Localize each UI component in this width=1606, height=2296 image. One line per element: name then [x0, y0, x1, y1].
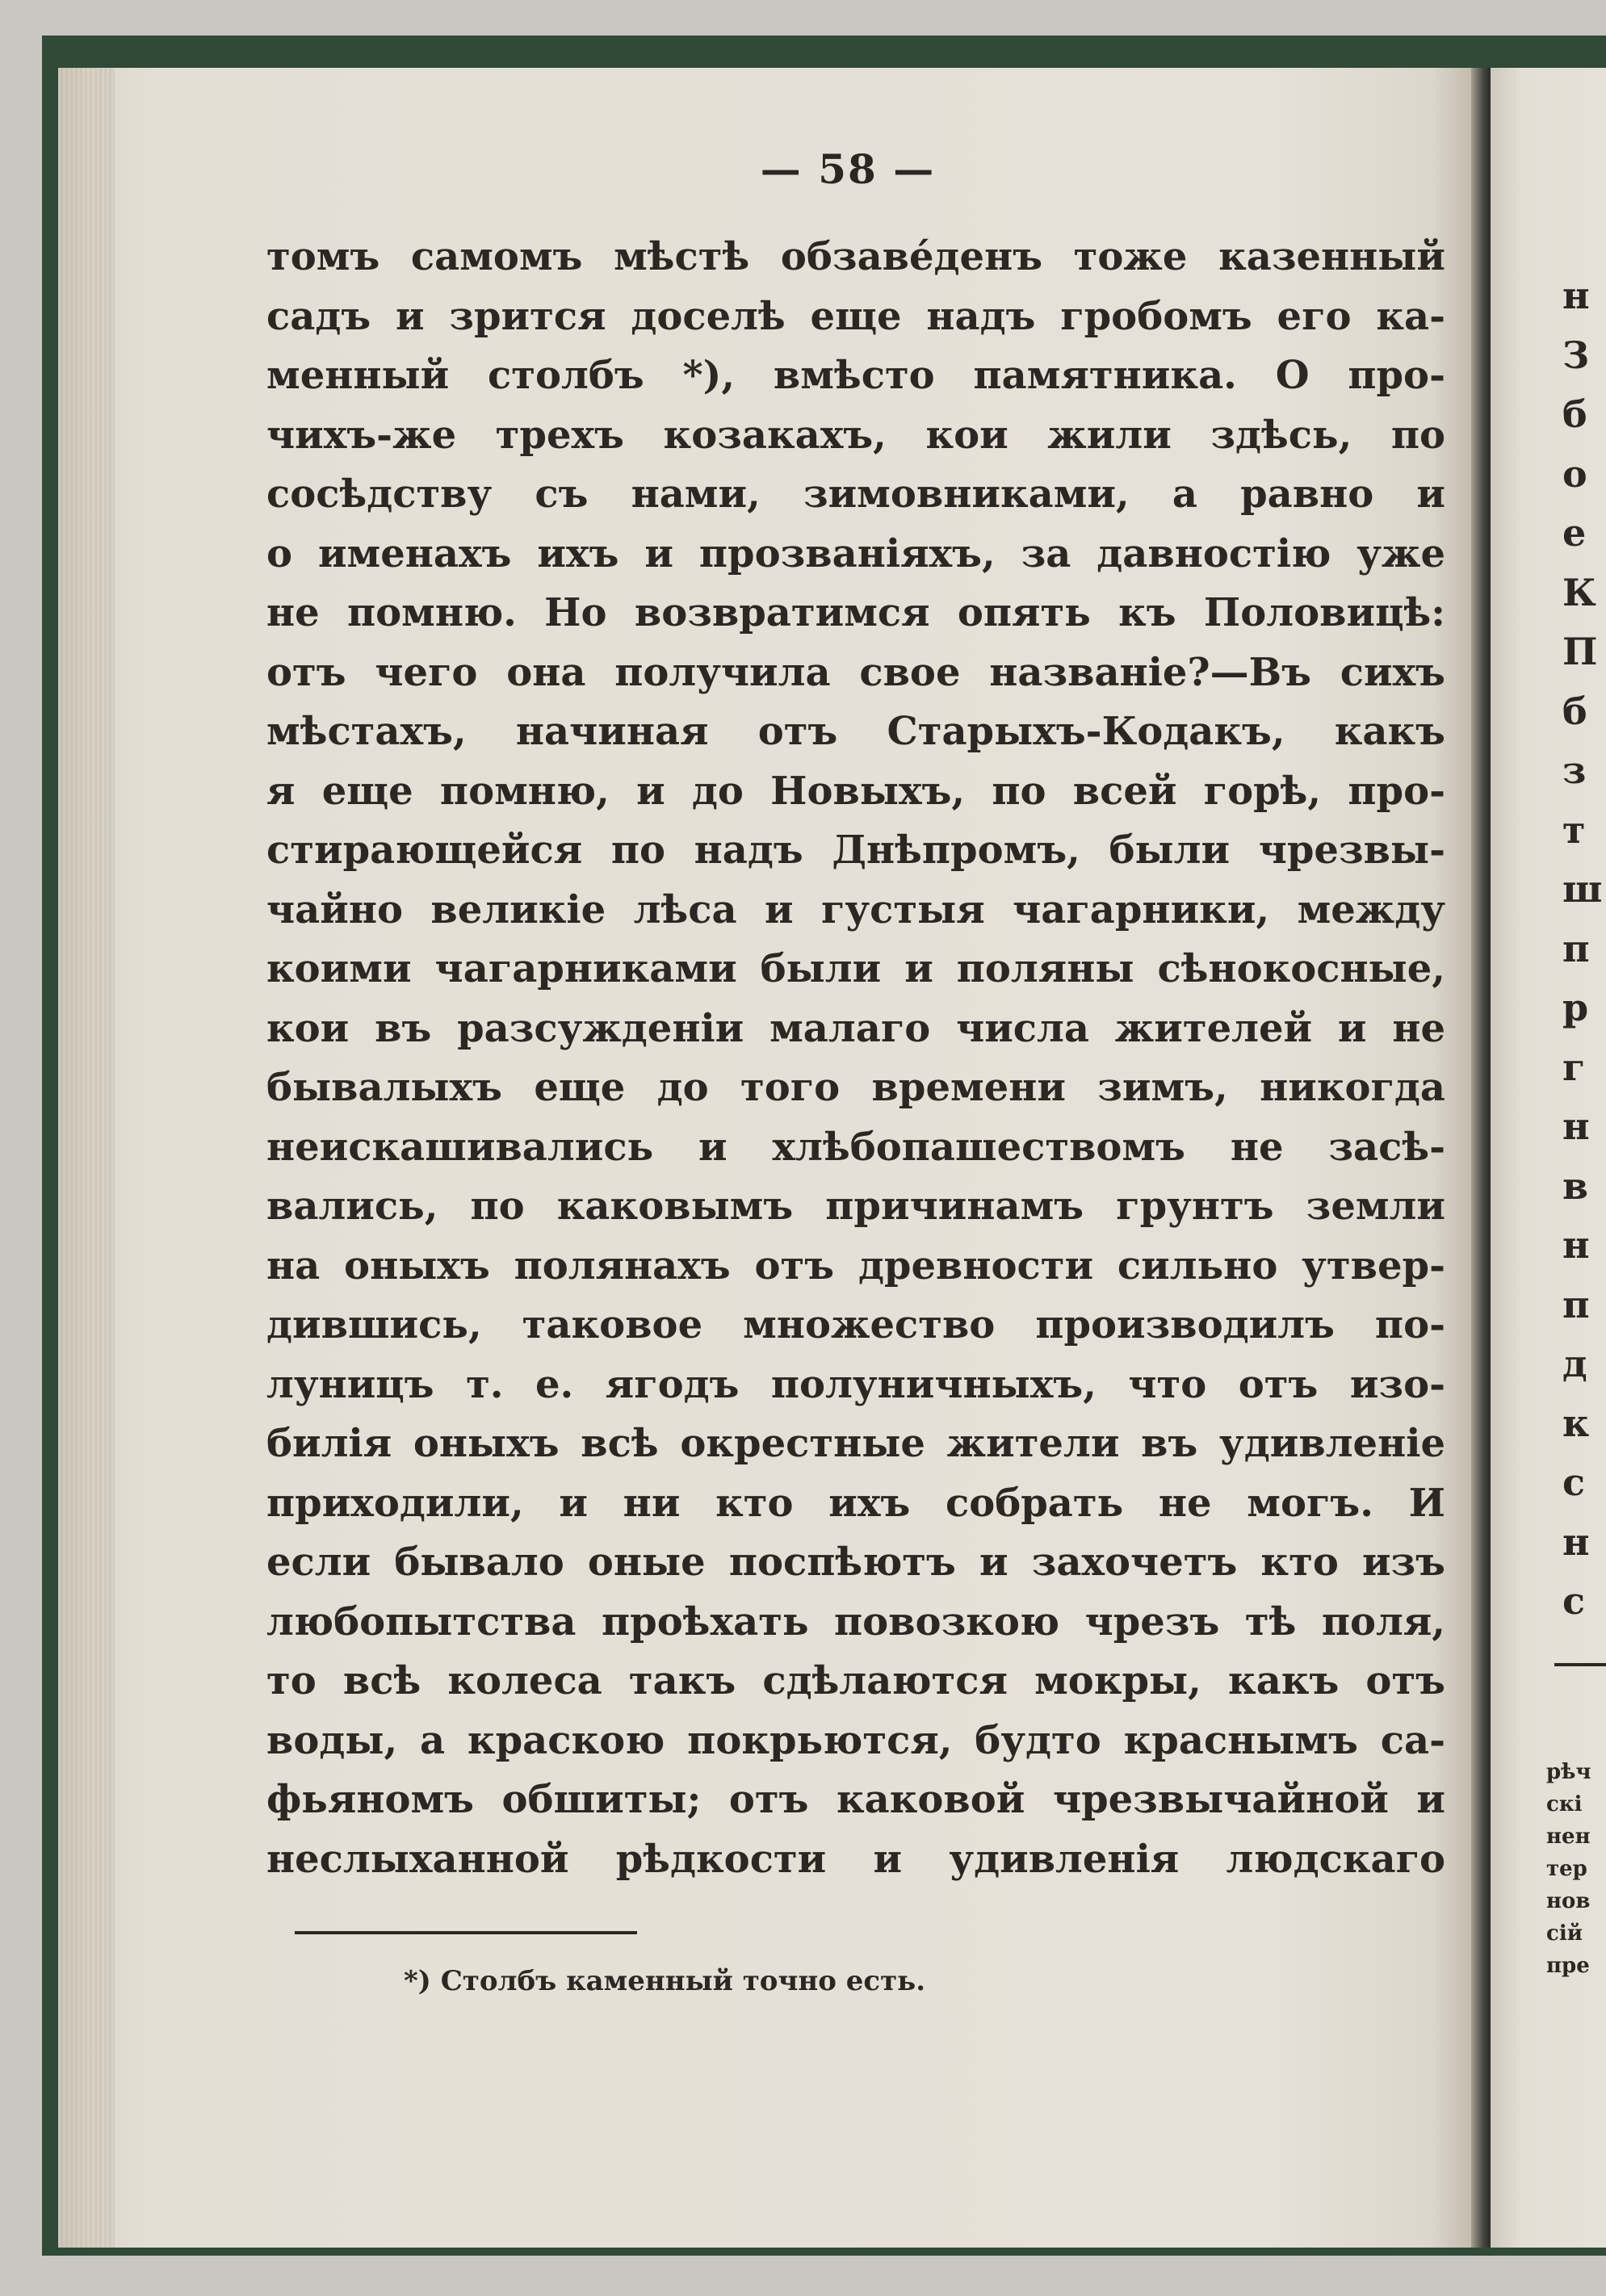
facing-line: н [1562, 1519, 1590, 1564]
facing-line: з [1562, 748, 1587, 792]
facing-line: н [1562, 1223, 1590, 1267]
text-line: кои въ разсужденіи малаго числа жителей и не [266, 1005, 1445, 1051]
facing-line: в [1562, 1163, 1588, 1208]
facing-line: р [1562, 986, 1589, 1029]
body-text [266, 228, 1445, 1889]
facing-footnote-line: пре [1546, 1954, 1590, 1978]
text-line: я еще помню, и до Новыхъ, по всей горѣ, про- [266, 768, 1445, 814]
text-line: не помню. Но возвратимся опять къ Половицѣ: [266, 590, 1445, 635]
facing-line: б [1562, 392, 1587, 436]
text-line: томъ самомъ мѣстѣ обзаве́денъ тоже казенный [266, 234, 1445, 279]
facing-line: п [1562, 1282, 1590, 1326]
text-line: о именахъ ихъ и прозваніяхъ, за давностію уже [266, 530, 1445, 576]
footnote-rule [295, 1931, 637, 1934]
text-line: коими чагарниками были и поляны сѣнокосные, [266, 946, 1445, 991]
page-edge-stack [58, 68, 115, 2248]
text-line: мѣстахъ, начиная отъ Старыхъ-Кодакъ, какъ [266, 709, 1445, 754]
text-line: вались, по каковымъ причинамъ грунтъ земли [266, 1184, 1445, 1229]
text-line: если бывало оные поспѣютъ и захочетъ кто изъ [266, 1540, 1445, 1585]
facing-line: К [1562, 570, 1596, 614]
facing-line: п [1562, 926, 1590, 970]
text-line: билія оныхъ всѣ окрестные жители въ удивленіе [266, 1421, 1445, 1466]
facing-footnote-line: сій [1546, 1921, 1583, 1946]
facing-page-text [1562, 266, 1606, 1632]
facing-footnote-line: скі [1546, 1792, 1583, 1816]
text-line: дившись, таковое множество производилъ по- [266, 1302, 1445, 1347]
facing-line: с [1562, 1460, 1586, 1504]
text-line: садъ и зрится доселѣ еще надъ гробомъ его ка- [266, 293, 1445, 339]
text-line: менный столбъ *), вмѣсто памятника. О про- [266, 353, 1445, 398]
text-line: неискашивались и хлѣбопашествомъ не засѣ- [266, 1124, 1445, 1170]
text-line: то всѣ колеса такъ сдѣлаются мокры, какъ отъ [266, 1658, 1445, 1703]
footnote: *) Столбъ каменный точно есть. [404, 1965, 926, 1997]
text-line: бывалыхъ еще до того времени зимъ, никогда [266, 1065, 1445, 1110]
text-line: приходили, и ни кто ихъ собрать не могъ. И [266, 1480, 1445, 1526]
text-line: фьяномъ обшиты; отъ каковой чрезвычайной и [266, 1777, 1445, 1822]
facing-footnote [1546, 1756, 1606, 1982]
text-line: сосѣдству съ нами, зимовниками, а равно и [266, 471, 1445, 517]
facing-line: т [1562, 807, 1586, 852]
page-number: — 58 — [760, 145, 936, 193]
facing-line: к [1562, 1401, 1590, 1445]
text-line: неслыханной рѣдкости и удивленія людскаго [266, 1836, 1445, 1882]
facing-line: д [1562, 1342, 1587, 1385]
text-line: чайно великіе лѣса и густыя чагарники, между [266, 886, 1445, 932]
facing-line: ш [1562, 867, 1603, 911]
facing-footnote-line: тер [1546, 1857, 1587, 1881]
text-line: воды, а краскою покрьются, будто краснымъ са- [266, 1717, 1445, 1763]
facing-line: н [1562, 1104, 1590, 1148]
facing-line: н [1562, 274, 1590, 317]
facing-line: е [1562, 511, 1587, 555]
text-line: отъ чего она получила свое названіе?—Въ сихъ [266, 649, 1445, 695]
facing-footnote-line: нов [1546, 1889, 1591, 1913]
text-line: луницъ т. е. ягодъ полуничныхъ, что отъ изо- [266, 1361, 1445, 1407]
book-gutter [1471, 68, 1491, 2248]
facing-line: З [1562, 333, 1590, 377]
facing-line: П [1562, 630, 1598, 673]
facing-footnote-line: нен [1546, 1825, 1591, 1849]
facing-line: г [1562, 1045, 1586, 1089]
facing-line: с [1562, 1579, 1586, 1623]
text-line: стирающейся по надъ Днѣпромъ, были чрезвы- [266, 827, 1445, 873]
facing-line: о [1562, 451, 1587, 496]
facing-line: б [1562, 689, 1587, 733]
facing-footnote-rule [1554, 1663, 1606, 1666]
text-line: любопытства проѣхать повозкою чрезъ тѣ поля, [266, 1598, 1445, 1644]
text-line: на оныхъ полянахъ отъ древности сильно утвер- [266, 1242, 1445, 1288]
facing-footnote-line: рѣч [1546, 1760, 1591, 1784]
text-line: чихъ-же трехъ козакахъ, кои жили здѣсь, по [266, 412, 1445, 458]
